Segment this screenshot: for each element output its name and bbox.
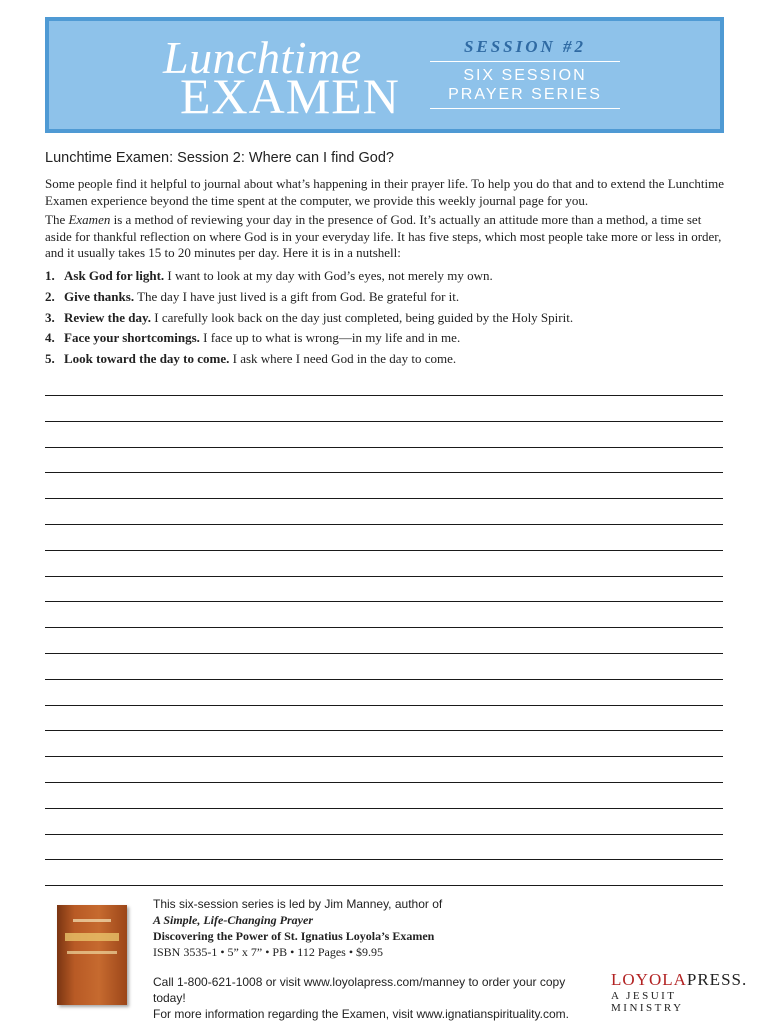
step-text: The day I have just lived is a gift from God. Be grateful for it. xyxy=(134,288,460,304)
logo-wordmark xyxy=(611,970,748,990)
more-info-text: For more information regarding the Examen, visit www.ignatianspirituality.com. xyxy=(153,1007,569,1021)
journal-line xyxy=(45,576,723,577)
journal-line xyxy=(45,679,723,680)
order-text: Call 1-800-621-1008 or visit www.loyolapress.com/manney to order your copy today! xyxy=(153,975,566,1005)
intro-text xyxy=(45,176,725,265)
journal-line xyxy=(45,421,723,422)
session-label: SESSION #2 xyxy=(463,37,587,56)
intro-p2-pre: The xyxy=(45,212,69,227)
series-line-2: PRAYER SERIES xyxy=(448,86,602,103)
contact-info xyxy=(153,974,593,1022)
journal-line xyxy=(45,653,723,654)
book-isbn: ISBN 3535-1 • 5” x 7” • PB • 112 Pages • $9.95 xyxy=(153,945,384,959)
journal-line xyxy=(45,705,723,706)
book-title: A Simple, Life-Changing Prayer xyxy=(153,913,314,927)
steps-list xyxy=(45,268,725,372)
page-heading: Lunchtime Examen: Session 2: Where can I find God? xyxy=(45,150,394,166)
journal-line xyxy=(45,395,723,396)
journal-line xyxy=(45,808,723,809)
intro-paragraph-2 xyxy=(45,212,725,262)
led-by-text: This six-session series is led by Jim Manney, author of xyxy=(153,897,443,911)
step-number: 2. xyxy=(45,288,55,304)
journal-line xyxy=(45,756,723,757)
journal-line xyxy=(45,550,723,551)
journal-line xyxy=(45,498,723,499)
session-block xyxy=(430,37,620,113)
title-lunchtime: Lunchtime xyxy=(163,32,362,83)
book-info xyxy=(153,896,593,960)
step-number: 3. xyxy=(45,309,55,325)
journal-line xyxy=(45,782,723,783)
step-number: 4. xyxy=(45,330,55,346)
journal-line xyxy=(45,885,723,886)
step-text: I ask where I need God in the day to come. xyxy=(229,351,457,367)
intro-p2-em: Examen xyxy=(68,212,111,227)
logo-tagline: A JESUIT MINISTRY xyxy=(611,990,684,1014)
step-text: I want to look at my day with God’s eyes, not merely my own. xyxy=(164,268,493,283)
book-cover-detail xyxy=(65,933,119,941)
journal-line xyxy=(45,627,723,628)
series-line-1: SIX SESSION xyxy=(463,67,587,84)
journal-line xyxy=(45,472,723,473)
step-title: Ask God for light. xyxy=(64,268,165,283)
book-cover-detail xyxy=(73,919,111,922)
step-text: I carefully look back on the day just completed, being guided by the Holy Spirit. xyxy=(151,309,574,325)
step-title: Face your shortcomings. xyxy=(64,330,200,346)
journal-line xyxy=(45,730,723,731)
journal-line xyxy=(45,447,723,448)
logo-press: PRESS. xyxy=(686,970,748,989)
banner-inner xyxy=(49,21,720,129)
logo-loyola: LOYOLA xyxy=(611,970,687,989)
journal-line xyxy=(45,524,723,525)
step-title: Look toward the day to come. xyxy=(64,351,230,367)
step-number: 5. xyxy=(45,351,55,367)
book-subtitle: Discovering the Power of St. Ignatius Loyola’s Examen xyxy=(153,929,435,943)
step-number: 1. xyxy=(45,268,55,283)
header-banner xyxy=(45,17,724,133)
journal-line xyxy=(45,834,723,835)
divider xyxy=(430,108,620,109)
journal-line xyxy=(45,859,723,860)
step-item xyxy=(45,330,725,351)
step-item xyxy=(45,268,725,289)
step-title: Review the day. xyxy=(64,309,152,325)
book-cover-image xyxy=(57,905,127,1005)
intro-paragraph-1: Some people find it helpful to journal about what’s happening in their prayer life. To help you do that and to extend the Lunchtime Examen experience beyond the time spent at the computer, we provide this weekly journal page for you. xyxy=(45,176,725,208)
step-item xyxy=(45,310,725,331)
divider xyxy=(430,61,620,62)
book-cover-detail xyxy=(67,951,117,954)
intro-p2-post: is a method of reviewing your day in the presence of God. It’s actually an attitude more than a method, a time set aside for thankful reflection on where God is in your everyday life. It has five steps, which most people take more or less in order, and it usually takes 15 to 20 minutes per day. Here it is in a nutshell: xyxy=(45,212,722,260)
step-title: Give thanks. xyxy=(64,288,135,304)
step-item xyxy=(45,289,725,310)
title-examen: EXAMEN xyxy=(180,68,400,124)
step-text: I face up to what is wrong—in my life and in me. xyxy=(199,330,461,346)
journal-line xyxy=(45,601,723,602)
step-item xyxy=(45,351,725,372)
loyola-press-logo xyxy=(611,970,748,1014)
